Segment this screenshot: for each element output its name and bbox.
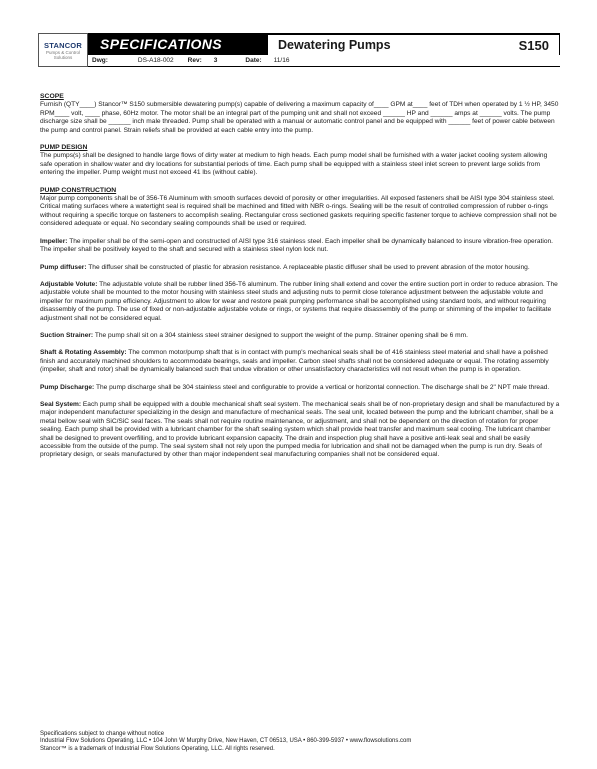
- impeller-label: Impeller:: [40, 237, 68, 245]
- strainer-section: [40, 332, 560, 340]
- construction-text: Major pump components shall be of 356-T6 Aluminum with smooth surfaces devoid of porosity or other irregularities. All exposed fasteners shall be AISI type 304 stainless steel. Critical mating surfaces where a watertight seal is required shall be machined and fitted with NBR o-rings. Sealing will be the result of controlled compression of rubber o-rings without requiring a specific torque on fasteners to accomplish sealing. Rectangular cross sectioned gaskets requiring specific fastener torque to achieve compression shall not be considered adequate or equal. No secondary sealing compounds shall be used or required.: [40, 195, 557, 228]
- shaft-text: The common motor/pump shaft that is in contact with pump's mechanical seals shall be of 416 stainless steel material and shall have a polished finish and accurately machined shoulders to accommodate bearings, seals and impeller. Carbon steel shafts shall not be considered adequate or equal. The rotating assembly (impeller, shaft and rotor) shall be dynamically balanced such that undue vibration or other unsatisfactory characteristics will not result when the pump is in operation.: [40, 349, 549, 374]
- date-value: 11/16: [273, 57, 290, 64]
- strainer-label: Suction Strainer:: [40, 331, 94, 339]
- footer-trademark: Stancor™ is a trademark of Industrial Flow Solutions Operating, LLC. All rights reserved.: [40, 745, 275, 752]
- scope-section: [40, 93, 560, 135]
- volute-label: Adjustable Volute:: [40, 280, 98, 288]
- logo-name: STANCOR: [44, 40, 82, 50]
- impeller-section: [40, 238, 560, 255]
- spec-header: [38, 33, 560, 64]
- discharge-text: The pump discharge shall be 304 stainless steel and configurable to provide a vertical or horizontal connection. The discharge shall be 2" NPT male thread.: [94, 383, 550, 391]
- construction-section: [40, 187, 560, 229]
- diffuser-section: [40, 264, 560, 272]
- seal-section: [40, 401, 560, 460]
- volute-text: The adjustable volute shall be rubber lined 356-T6 aluminum. The rubber lining shall extend and cover the entire suction port in order to reduce abrasion. The adjustable volute shall be mounted to the motor housing with stainless steel studs and adjusting nuts to permit close tolerance adjustment between the adjustable volute and impeller for maximum pump efficiency. Adjustment to allow for wear and restore peak pumping performance shall be accomplished using standard tools, and without requiring disassembly of the pump. The use of fixed or non-adjustable adjustable volute or rings, or systems that require disassembly of the pump or shimming of the impeller to facilitate adjustment shall not be considered equal.: [40, 280, 558, 322]
- volute-section: [40, 281, 560, 323]
- diffuser-label: Pump diffuser:: [40, 263, 87, 271]
- spec-content: [40, 93, 560, 469]
- diffuser-text: The diffuser shall be constructed of plastic for abrasion resistance. A replaceable plastic diffuser shall be used to prevent abrasion of the motor housing.: [86, 263, 530, 271]
- rev-label: Rev:: [187, 57, 202, 64]
- impeller-text: The impeller shall be of the semi-open and constructed of AISI type 316 stainless steel. Each impeller shall be dynamically balanced to insure vibration-free operation. The impeller shall be positively keyed to the shaft and secured with a stainless steel nylon lock nut.: [40, 237, 554, 254]
- scope-text: Furnish (QTY____) Stancor™ S150 submersible dewatering pump(s) capable of delivering a maximum capacity of____ GPM at____ feet of TDH when operated by 1 ½ HP, 3450 RPM____ volt, ____ phase, 60Hz motor. The motor shall be an integral part of the pumping unit and shall not exceed ______ HP and ______ amps at ______ volts. The pump discharge size shall be ______ inch male threaded. Pump shall be operated with a manual or automatic control panel and be equipped with ______ feet of power cable between the pump and control panel. Strain reliefs shall be provided at each cable entry into the pump.: [40, 101, 559, 134]
- dwg-label: Dwg:: [92, 57, 108, 64]
- model-number: S150: [518, 37, 549, 53]
- footer-address: Industrial Flow Solutions Operating, LLC • 104 John W Murphy Drive, New Haven, CT 06513, USA • 860-399-5937 • www.flowsolutions.com: [40, 738, 412, 745]
- discharge-label: Pump Discharge:: [40, 383, 95, 391]
- drawing-info-row: [88, 55, 560, 67]
- document-title: Dewatering Pumps: [278, 38, 391, 52]
- logo-tagline: Pumps & Control Solutions: [45, 49, 80, 60]
- discharge-section: [40, 384, 560, 392]
- design-text: The pumps(s) shall be designed to handle large flows of dirty water at medium to high heads. Each pump model shall be furnished with a water jacket cooling system allowing safe operation in shallow water and dry locations for substantial periods of time. Each pump shall be equipped with a stainless steel inlet screen to prevent large solids from entering the impeller. Pump weight must not exceed 41 lbs (without cable).: [40, 152, 548, 177]
- construction-heading: PUMP CONSTRUCTION: [40, 186, 117, 194]
- seal-label: Seal System:: [40, 400, 82, 408]
- page-footer: [40, 731, 560, 753]
- rev-value: 3: [213, 57, 218, 64]
- strainer-text: The pump shall sit on a 304 stainless steel strainer designed to support the weight of the pump. Strainer opening shall be 6 mm.: [93, 331, 468, 339]
- specifications-label: SPECIFICATIONS: [88, 33, 268, 55]
- date-label: Date:: [245, 57, 262, 64]
- seal-text: Each pump shall be equipped with a double mechanical shaft seal system. The mechanical seals shall be of non-proprietary design and shall be manufactured by a major independent manufacturer specializing in the design and manufacture of mechanical seals. The seal unit, located between the pump and the lubricant chamber, shall be a metal bellow seal with SiC/SiC seal faces. The seals shall not require routine maintenance, or adjustment, and shall not be dependent on the direction of rotation for proper sealing. Each pump shall be provided with a lubricant chamber for the shaft sealing system which shall provide heat transfer and maximum seal cooling. The lubricant chamber shall be designed to prevent overfilling, and to provide lubricant expansion capacity. The drain and inspection plug shall have a positive anti-leak seal and shall be easily accessible from the outside of the pump. The seal system shall not rely upon the pumped media for lubrication and shall not be damaged when the pump is run dry. Seals of proprietary design, or seals manufactured by other than major independent seal manufacturing companies shall not be considered equal.: [40, 400, 560, 459]
- scope-heading: SCOPE: [40, 93, 64, 100]
- stancor-logo: [38, 33, 88, 67]
- design-heading: PUMP DESIGN: [40, 144, 88, 152]
- footer-notice: Specifications subject to change without notice: [40, 731, 165, 737]
- shaft-section: [40, 349, 560, 374]
- dwg-value: DS-A18-002: [137, 57, 174, 64]
- design-section: [40, 144, 560, 178]
- shaft-label: Shaft & Rotating Assembly:: [40, 349, 127, 357]
- title-box: [268, 33, 560, 55]
